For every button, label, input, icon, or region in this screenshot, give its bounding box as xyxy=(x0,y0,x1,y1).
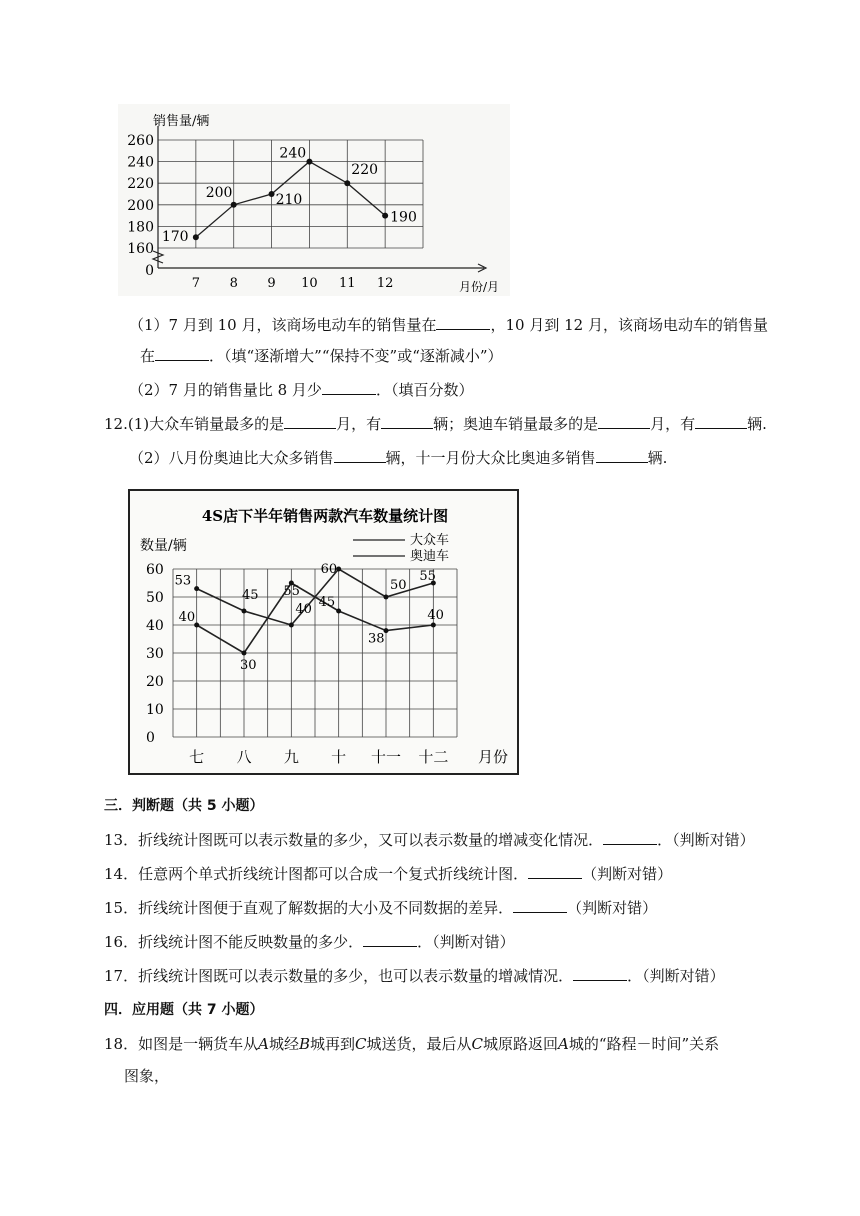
q16-blank[interactable] xyxy=(363,932,417,947)
chart1-y-tick-label: 180 xyxy=(127,219,154,236)
chart2-data-label: 55 xyxy=(419,569,436,584)
q18-city-c2: C xyxy=(471,1035,483,1053)
chart2-data-label: 50 xyxy=(390,578,407,593)
q12-p1-c: 辆；奥迪车销量最多的是 xyxy=(433,415,599,433)
chart1-data-label: 170 xyxy=(161,229,189,246)
chart1-x-tick-label: 11 xyxy=(339,276,356,291)
chart1-x-tick-label: 7 xyxy=(191,276,200,291)
q12-p1-d: 月，有 xyxy=(650,415,696,433)
q13-text: 13．折线统计图既可以表示数量的多少，又可以表示数量的增减变化情况． xyxy=(104,831,604,849)
chart2-y-tick-label: 10 xyxy=(146,702,164,718)
question-16 xyxy=(104,932,515,952)
q17-blank[interactable] xyxy=(573,966,627,981)
chart1-data-label: 220 xyxy=(351,162,379,179)
chart1-ylabel: 销售量/辆 xyxy=(153,114,210,129)
q16-text: 16．折线统计图不能反映数量的多少． xyxy=(104,933,364,951)
q11-p1-d: ．（填“逐渐增大”“保持不变”或“逐渐减小”） xyxy=(209,347,503,365)
q18-text-c: 城再到 xyxy=(309,1035,355,1053)
chart2-title: 4S店下半年销售两款汽车数量统计图 xyxy=(201,507,449,525)
section-4-heading: 四．应用题（共 7 小题） xyxy=(104,1002,264,1018)
chart2-x-tick-label: 十 xyxy=(331,748,347,766)
q12-number: 12. xyxy=(104,415,128,433)
chart1-y-tick-label: 200 xyxy=(127,197,154,214)
chart2-y-tick-label: 50 xyxy=(146,590,164,606)
chart1-x-tick-label: 9 xyxy=(267,276,276,291)
q18-city-a2: A xyxy=(558,1035,569,1053)
q12-p1-b: 月，有 xyxy=(336,415,382,433)
legend-label-audi: 奥迪车 xyxy=(410,549,450,564)
q18-city-b: B xyxy=(298,1035,310,1053)
question-14 xyxy=(104,864,672,884)
chart2-point xyxy=(242,651,247,656)
chart2-x-tick-label: 九 xyxy=(283,748,299,766)
chart2-data-label: 40 xyxy=(178,610,196,625)
legend-label-dazhong: 大众车 xyxy=(410,533,450,548)
question-15 xyxy=(104,898,657,918)
question-17 xyxy=(104,966,725,986)
q18-text-f: 城的“路程－时间”关系 xyxy=(568,1035,720,1053)
chart1-x-tick-label: 10 xyxy=(301,276,318,291)
q17-suffix: ．（判断对错） xyxy=(627,967,725,985)
q18-text-a: 18．如图是一辆货车从 xyxy=(104,1035,259,1053)
chart2-data-label: 45 xyxy=(318,595,336,610)
chart2-data-label: 30 xyxy=(240,658,257,673)
q15-blank[interactable] xyxy=(513,898,567,913)
chart2-x-tick-label: 七 xyxy=(189,748,205,766)
chart2-x-tick-label: 十一 xyxy=(370,748,402,766)
q11-p1-a: （1）7 月到 10 月，该商场电动车的销售量在 xyxy=(129,316,437,334)
q15-suffix: （判断对错） xyxy=(567,899,658,917)
chart2-point xyxy=(384,595,389,600)
q11-p1-b: ，10 月到 12 月，该商场电动车的销售量 xyxy=(490,316,768,334)
q13-blank[interactable] xyxy=(603,830,657,845)
chart2-xlabel: 月份 xyxy=(478,748,509,766)
chart1-x-tick-label: 12 xyxy=(376,276,394,291)
q14-suffix: （判断对错） xyxy=(582,865,673,883)
q17-text: 17．折线统计图既可以表示数量的多少，也可以表示数量的增减情况． xyxy=(104,967,574,985)
question-13 xyxy=(104,830,755,850)
chart2-ylabel: 数量/辆 xyxy=(140,538,187,554)
chart1-y-tick-label: 220 xyxy=(127,176,154,193)
section-3-heading: 三．判断题（共 5 小题） xyxy=(104,798,264,814)
q18-text-d: 城送货，最后从 xyxy=(366,1035,472,1053)
q18-city-c: C xyxy=(355,1035,367,1053)
chart2-y-tick-label: 0 xyxy=(146,730,155,746)
chart2-x-tick-label: 八 xyxy=(236,748,252,766)
chart1-x-tick-label: 8 xyxy=(229,276,238,291)
q13-suffix: ．（判断对错） xyxy=(657,831,755,849)
q12-p2-c: 辆. xyxy=(647,449,668,467)
chart1-data-label: 200 xyxy=(205,184,233,201)
q12-p1-e: 辆. xyxy=(747,415,767,433)
chart2-point xyxy=(431,623,436,628)
chart1-data-label: 190 xyxy=(390,209,417,226)
q18-text-e: 城原路返回 xyxy=(482,1035,558,1053)
chart2-point xyxy=(289,623,294,628)
chart1-xlabel: 月份/月 xyxy=(459,280,500,294)
q14-blank[interactable] xyxy=(528,864,582,879)
chart2-data-label: 45 xyxy=(242,588,259,603)
chart2-point xyxy=(242,609,247,614)
chart2-frame xyxy=(129,490,518,774)
q11-p1-c: 在 xyxy=(140,347,156,365)
chart2-data-label: 60 xyxy=(320,562,338,577)
chart1-y-tick-label: 240 xyxy=(127,154,154,171)
q18-city-a: A xyxy=(258,1035,269,1053)
chart1-y-tick-label: 260 xyxy=(127,133,154,149)
chart2-y-tick-label: 30 xyxy=(146,646,164,662)
chart1-y-tick-label: 160 xyxy=(127,241,154,257)
q11-p2-a: （2）7 月的销售量比 8 月少 xyxy=(129,381,322,399)
chart1-data-label: 240 xyxy=(279,145,307,162)
chart2-x-tick-label: 十二 xyxy=(418,748,449,766)
chart1-y-tick-label: 0 xyxy=(145,263,154,279)
chart1-data-label: 210 xyxy=(275,192,303,208)
q14-text: 14．任意两个单式折线统计图都可以合成一个复式折线统计图． xyxy=(104,865,529,883)
chart2-point xyxy=(336,609,341,614)
chart2-data-label: 40 xyxy=(295,602,312,617)
q12-p2-a: （2）八月份奥迪比大众多销售 xyxy=(129,449,334,467)
chart2-y-tick-label: 40 xyxy=(146,618,164,634)
chart2-point xyxy=(194,586,199,591)
q15-text: 15．折线统计图便于直观了解数据的大小及不同数据的差异． xyxy=(104,899,514,917)
chart2-data-label: 53 xyxy=(174,573,192,589)
chart2-y-tick-label: 60 xyxy=(146,562,164,578)
chart2-y-tick-label: 20 xyxy=(146,674,164,690)
q11-p2-b: ．（填百分数） xyxy=(375,381,474,399)
q12-p1-a: (1)大众车销量最多的是 xyxy=(127,415,285,433)
q12-p2-b: 辆，十一月份大众比奥迪多销售 xyxy=(385,449,596,467)
chart2-data-label: 55 xyxy=(283,584,300,599)
chart2-data-label: 38 xyxy=(368,631,385,647)
q18-text-b: 城经 xyxy=(268,1035,299,1053)
q16-suffix: ．（判断对错） xyxy=(417,933,515,951)
question-18-line1 xyxy=(104,1034,719,1054)
question-18-line2: 图象， xyxy=(124,1067,170,1085)
chart2-data-label: 40 xyxy=(427,608,444,623)
